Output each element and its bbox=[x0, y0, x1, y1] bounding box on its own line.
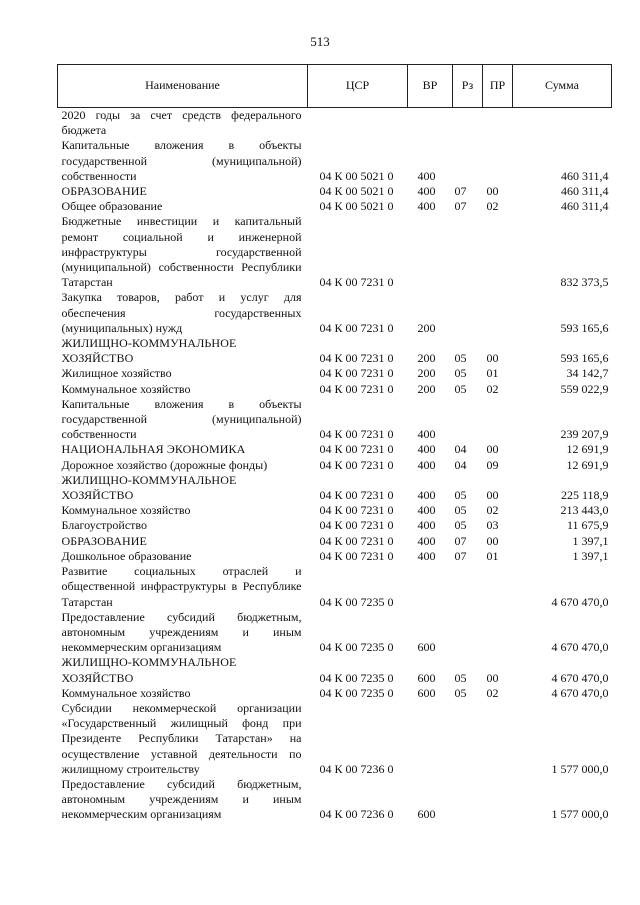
cell-csr: 04 К 00 7231 0 bbox=[319, 442, 394, 457]
cell-rz bbox=[453, 138, 483, 184]
table-body bbox=[58, 108, 612, 823]
cell-rz bbox=[453, 701, 483, 777]
cell-pr bbox=[483, 701, 513, 777]
cell-name: Коммунальное хозяйство bbox=[61, 381, 191, 396]
cell-name: Дорожное хозяйство (дорожные фонды) bbox=[61, 457, 268, 472]
cell-sum: 239 207,9 bbox=[560, 427, 609, 442]
cell-vr: 400 bbox=[417, 518, 436, 533]
table-row bbox=[58, 503, 612, 518]
cell-name: НАЦИОНАЛЬНАЯ ЭКОНОМИКА bbox=[61, 442, 246, 457]
cell-pr: 00 bbox=[486, 351, 499, 366]
table-header bbox=[58, 65, 612, 108]
cell-csr: 04 К 00 7236 0 bbox=[319, 807, 394, 822]
cell-csr: 04 К 00 7231 0 bbox=[319, 518, 394, 533]
cell-rz: 05 bbox=[454, 518, 467, 533]
cell-csr: 04 К 00 7231 0 bbox=[319, 503, 394, 518]
cell-vr: 400 bbox=[417, 184, 436, 199]
cell-rz bbox=[453, 214, 483, 290]
cell-name: ОБРАЗОВАНИЕ bbox=[61, 184, 147, 199]
cell-csr: 04 К 00 7231 0 bbox=[319, 320, 394, 335]
cell-name: ОБРАЗОВАНИЕ bbox=[61, 533, 147, 548]
cell-csr: 04 К 00 5021 0 bbox=[319, 168, 394, 183]
cell-name: Развитие социальных отраслей и общественной инфраструктуры в Республике Татарстан bbox=[61, 564, 302, 609]
cell-sum: 1 577 000,0 bbox=[551, 807, 609, 822]
cell-rz bbox=[453, 290, 483, 336]
cell-name: Дошкольное образование bbox=[61, 548, 192, 563]
cell-name: Жилищное хозяйство bbox=[61, 366, 172, 381]
cell-csr: 04 К 00 7231 0 bbox=[319, 548, 394, 563]
cell-name: Капитальные вложения в объекты государственной (муниципальной) собственности bbox=[61, 396, 302, 442]
cell-sum: 4 670 470,0 bbox=[551, 670, 609, 685]
cell-csr: 04 К 00 5021 0 bbox=[319, 199, 394, 214]
cell-sum: 4 670 470,0 bbox=[551, 594, 609, 609]
cell-vr: 200 bbox=[417, 381, 436, 396]
cell-sum: 34 142,7 bbox=[566, 366, 609, 381]
table-row bbox=[58, 336, 612, 366]
table-row bbox=[58, 610, 612, 656]
cell-rz: 05 bbox=[454, 366, 467, 381]
page-number: 513 bbox=[310, 34, 330, 49]
header-sum: Сумма bbox=[513, 65, 612, 108]
cell-vr bbox=[408, 564, 453, 610]
cell-vr: 400 bbox=[417, 442, 436, 457]
cell-sum: 559 022,9 bbox=[560, 381, 609, 396]
header-vr: ВР bbox=[408, 65, 453, 108]
cell-sum: 1 397,1 bbox=[572, 533, 609, 548]
cell-name: Общее образование bbox=[61, 199, 163, 214]
cell-name: Коммунальное хозяйство bbox=[61, 503, 191, 518]
table-row bbox=[58, 777, 612, 823]
cell-pr bbox=[483, 777, 513, 823]
table-row bbox=[58, 473, 612, 503]
table-row bbox=[58, 458, 612, 473]
cell-name: ЖИЛИЩНО-КОММУНАЛЬНОЕ ХОЗЯЙСТВО bbox=[61, 472, 237, 503]
table-row bbox=[58, 184, 612, 199]
cell-pr bbox=[483, 397, 513, 443]
cell-sum: 4 670 470,0 bbox=[551, 685, 609, 700]
cell-pr bbox=[483, 564, 513, 610]
cell-csr: 04 К 00 7231 0 bbox=[319, 488, 394, 503]
table-row bbox=[58, 518, 612, 533]
table-row bbox=[58, 549, 612, 564]
table-row bbox=[58, 138, 612, 184]
cell-rz bbox=[453, 108, 483, 139]
cell-pr bbox=[483, 214, 513, 290]
cell-pr: 01 bbox=[486, 366, 499, 381]
cell-name: Предоставление субсидий бюджетным, автономным учреждениям и иным некоммерческим организациям bbox=[61, 609, 302, 655]
budget-table bbox=[57, 64, 612, 823]
cell-csr: 04 К 00 7231 0 bbox=[319, 427, 394, 442]
cell-vr: 400 bbox=[417, 503, 436, 518]
cell-vr: 400 bbox=[417, 168, 436, 183]
table-row bbox=[58, 290, 612, 336]
cell-pr: 00 bbox=[486, 488, 499, 503]
cell-pr bbox=[483, 108, 513, 139]
cell-vr: 600 bbox=[417, 685, 436, 700]
cell-sum: 593 165,6 bbox=[560, 351, 609, 366]
cell-csr: 04 К 00 7235 0 bbox=[319, 685, 394, 700]
cell-csr: 04 К 00 5021 0 bbox=[319, 184, 394, 199]
cell-name: 2020 годы за счет средств федерального бюджета bbox=[61, 108, 302, 138]
cell-csr bbox=[308, 108, 408, 139]
cell-pr: 02 bbox=[486, 381, 499, 396]
cell-vr: 600 bbox=[417, 640, 436, 655]
cell-name: Бюджетные инвестиции и капитальный ремонт социальной и инженерной инфраструктуры государственной (муниципальной) собственности Республики Татарстан bbox=[61, 214, 302, 290]
cell-sum: 460 311,4 bbox=[560, 168, 609, 183]
table-row bbox=[58, 442, 612, 457]
cell-vr: 400 bbox=[417, 533, 436, 548]
cell-vr: 600 bbox=[417, 670, 436, 685]
cell-rz: 07 bbox=[454, 199, 467, 214]
cell-pr: 09 bbox=[486, 457, 499, 472]
cell-sum: 12 691,9 bbox=[566, 457, 609, 472]
cell-sum: 225 118,9 bbox=[560, 488, 609, 503]
cell-csr: 04 К 00 7235 0 bbox=[319, 670, 394, 685]
cell-csr: 04 К 00 7235 0 bbox=[319, 640, 394, 655]
cell-name: Благоустройство bbox=[61, 518, 148, 533]
cell-vr: 600 bbox=[417, 807, 436, 822]
table-row bbox=[58, 564, 612, 610]
table-row bbox=[58, 108, 612, 139]
table-row bbox=[58, 214, 612, 290]
cell-vr: 400 bbox=[417, 488, 436, 503]
cell-pr: 00 bbox=[486, 442, 499, 457]
cell-sum: 460 311,4 bbox=[560, 199, 609, 214]
table-row bbox=[58, 382, 612, 397]
cell-vr: 200 bbox=[417, 366, 436, 381]
cell-csr: 04 К 00 7231 0 bbox=[319, 381, 394, 396]
header-rz: Рз bbox=[453, 65, 483, 108]
cell-pr: 00 bbox=[486, 670, 499, 685]
header-name: Наименование bbox=[58, 65, 308, 108]
table-row bbox=[58, 199, 612, 214]
cell-rz bbox=[453, 777, 483, 823]
cell-vr: 400 bbox=[417, 199, 436, 214]
cell-pr: 03 bbox=[486, 518, 499, 533]
cell-rz: 05 bbox=[454, 381, 467, 396]
cell-pr bbox=[483, 610, 513, 656]
cell-sum: 1 577 000,0 bbox=[551, 761, 609, 776]
table-row bbox=[58, 701, 612, 777]
cell-sum: 593 165,6 bbox=[560, 320, 609, 335]
cell-csr: 04 К 00 7231 0 bbox=[319, 275, 394, 290]
table-row bbox=[58, 397, 612, 443]
cell-rz: 05 bbox=[454, 685, 467, 700]
cell-pr: 01 bbox=[486, 548, 499, 563]
cell-name: Капитальные вложения в объекты государственной (муниципальной) собственности bbox=[61, 138, 302, 183]
cell-rz: 05 bbox=[454, 488, 467, 503]
cell-sum: 213 443,0 bbox=[560, 503, 609, 518]
cell-rz: 04 bbox=[454, 442, 467, 457]
cell-csr: 04 К 00 7231 0 bbox=[319, 366, 394, 381]
cell-csr: 04 К 00 7231 0 bbox=[319, 351, 394, 366]
cell-sum: 460 311,4 bbox=[560, 184, 609, 199]
cell-csr: 04 К 00 7236 0 bbox=[319, 761, 394, 776]
cell-name: Коммунальное хозяйство bbox=[61, 685, 191, 700]
cell-name: Предоставление субсидий бюджетным, автономным учреждениям и иным некоммерческим организациям bbox=[61, 776, 302, 822]
cell-rz: 04 bbox=[454, 457, 467, 472]
table-row bbox=[58, 366, 612, 381]
cell-vr: 400 bbox=[417, 548, 436, 563]
header-csr: ЦСР bbox=[308, 65, 408, 108]
cell-sum: 12 691,9 bbox=[566, 442, 609, 457]
cell-sum bbox=[513, 108, 612, 139]
cell-pr: 00 bbox=[486, 533, 499, 548]
cell-vr bbox=[408, 214, 453, 290]
cell-pr bbox=[483, 138, 513, 184]
cell-pr: 02 bbox=[486, 199, 499, 214]
cell-sum: 11 675,9 bbox=[566, 518, 609, 533]
cell-rz: 05 bbox=[454, 351, 467, 366]
cell-pr: 02 bbox=[486, 503, 499, 518]
table-row bbox=[58, 686, 612, 701]
cell-pr: 00 bbox=[486, 184, 499, 199]
cell-sum: 832 373,5 bbox=[560, 275, 609, 290]
cell-pr: 02 bbox=[486, 685, 499, 700]
cell-rz bbox=[453, 397, 483, 443]
table-row bbox=[58, 655, 612, 685]
cell-name: ЖИЛИЩНО-КОММУНАЛЬНОЕ ХОЗЯЙСТВО bbox=[61, 655, 237, 685]
cell-vr: 400 bbox=[417, 457, 436, 472]
cell-vr bbox=[408, 108, 453, 139]
table-row bbox=[58, 534, 612, 549]
cell-rz: 07 bbox=[454, 548, 467, 563]
cell-csr: 04 К 00 7231 0 bbox=[319, 533, 394, 548]
cell-sum: 4 670 470,0 bbox=[551, 640, 609, 655]
cell-pr bbox=[483, 290, 513, 336]
header-pr: ПР bbox=[483, 65, 513, 108]
cell-vr: 200 bbox=[417, 320, 436, 335]
cell-csr: 04 К 00 7235 0 bbox=[319, 594, 394, 609]
cell-vr: 400 bbox=[417, 427, 436, 442]
cell-rz: 05 bbox=[454, 503, 467, 518]
cell-rz: 07 bbox=[454, 184, 467, 199]
cell-rz bbox=[453, 610, 483, 656]
cell-rz bbox=[453, 564, 483, 610]
cell-sum: 1 397,1 bbox=[572, 548, 609, 563]
cell-rz: 07 bbox=[454, 533, 467, 548]
cell-name: ЖИЛИЩНО-КОММУНАЛЬНОЕ ХОЗЯЙСТВО bbox=[61, 336, 237, 366]
cell-name: Субсидии некоммерческой организации «Государственный жилищный фонд при Президенте Республики Татарстан» на осуществление уставной деятельности по жилищному строительству bbox=[61, 700, 302, 776]
cell-vr bbox=[408, 701, 453, 777]
cell-name: Закупка товаров, работ и услуг для обеспечения государственных (муниципальных) нужд bbox=[61, 290, 302, 335]
cell-rz: 05 bbox=[454, 670, 467, 685]
cell-vr: 200 bbox=[417, 351, 436, 366]
cell-csr: 04 К 00 7231 0 bbox=[319, 457, 394, 472]
